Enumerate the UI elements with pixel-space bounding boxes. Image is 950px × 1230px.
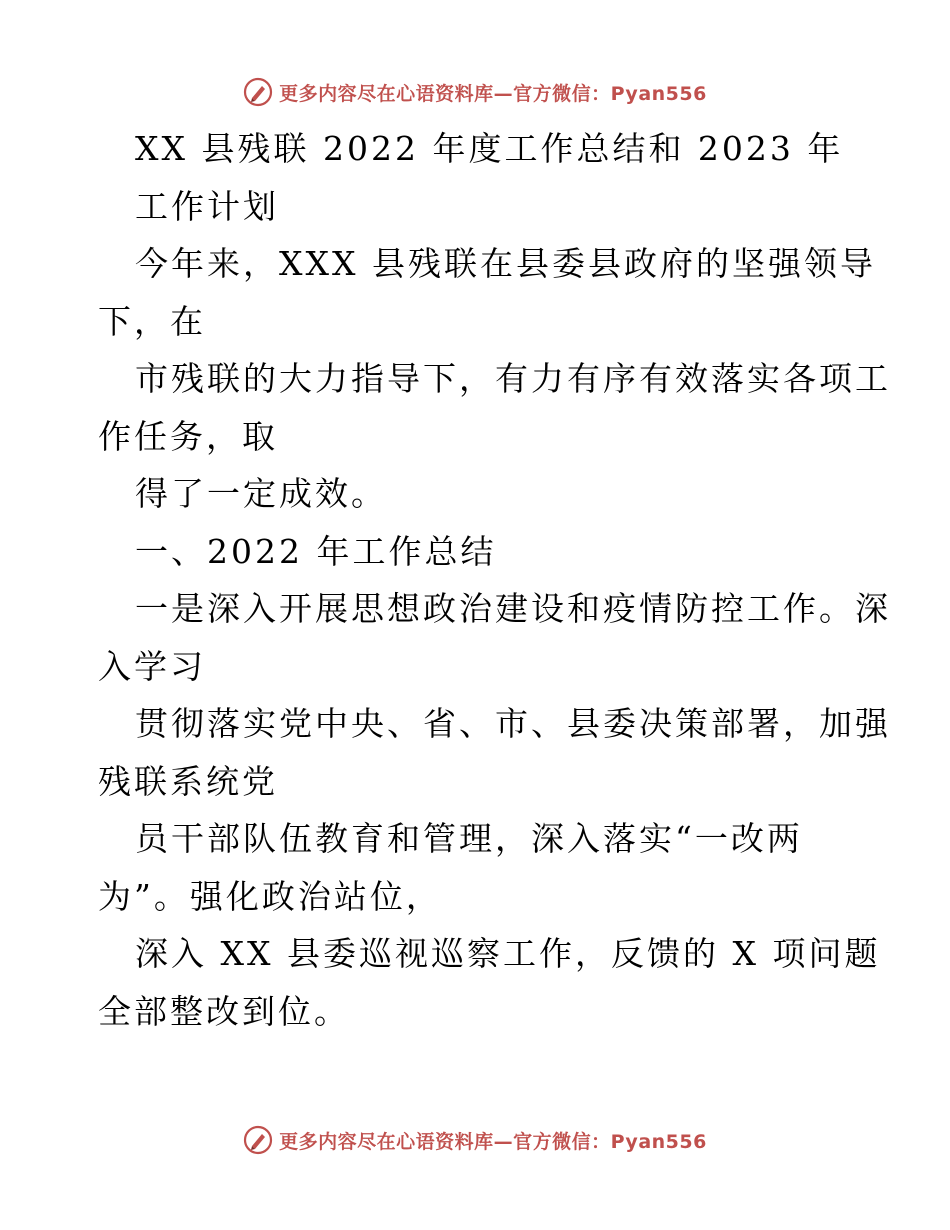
doc-line: 下，在 <box>98 301 206 341</box>
doc-line: 残联系统党 <box>98 761 278 801</box>
doc-line: 员干部队伍教育和管理，深入落实“一改两 <box>135 819 803 858</box>
doc-line: 今年来，XXX 县残联在县委县政府的坚强领导 <box>135 244 876 283</box>
document-body <box>98 120 891 1040</box>
doc-line: 作任务，取 <box>98 416 278 456</box>
doc-line: 贯彻落实党中央、省、市、县委决策部署，加强 <box>135 704 891 743</box>
watermark-text: 更多内容尽在心语资料库—官方微信：Pyan556 <box>279 82 707 105</box>
doc-line: 一、2022 年工作总结 <box>135 531 497 571</box>
doc-line: 工作计划 <box>135 186 279 226</box>
header-watermark <box>0 72 950 112</box>
doc-line: 为”。强化政治站位， <box>98 876 442 916</box>
footer-watermark <box>0 1120 950 1160</box>
doc-line: 一是深入开展思想政治建设和疫情防控工作。深 <box>135 589 891 628</box>
watermark-text: 更多内容尽在心语资料库—官方微信：Pyan556 <box>279 1130 707 1153</box>
pen-logo-icon <box>243 1125 273 1155</box>
doc-line: XX 县残联 2022 年度工作总结和 2023 年 <box>135 129 844 168</box>
doc-line: 市残联的大力指导下，有力有序有效落实各项工 <box>135 359 891 398</box>
doc-line: 深入 XX 县委巡视巡察工作，反馈的 X 项问题 <box>135 934 881 973</box>
doc-line: 入学习 <box>98 646 206 686</box>
pen-logo-icon <box>243 77 273 107</box>
doc-line: 全部整改到位。 <box>98 991 350 1031</box>
doc-line: 得了一定成效。 <box>135 474 387 513</box>
